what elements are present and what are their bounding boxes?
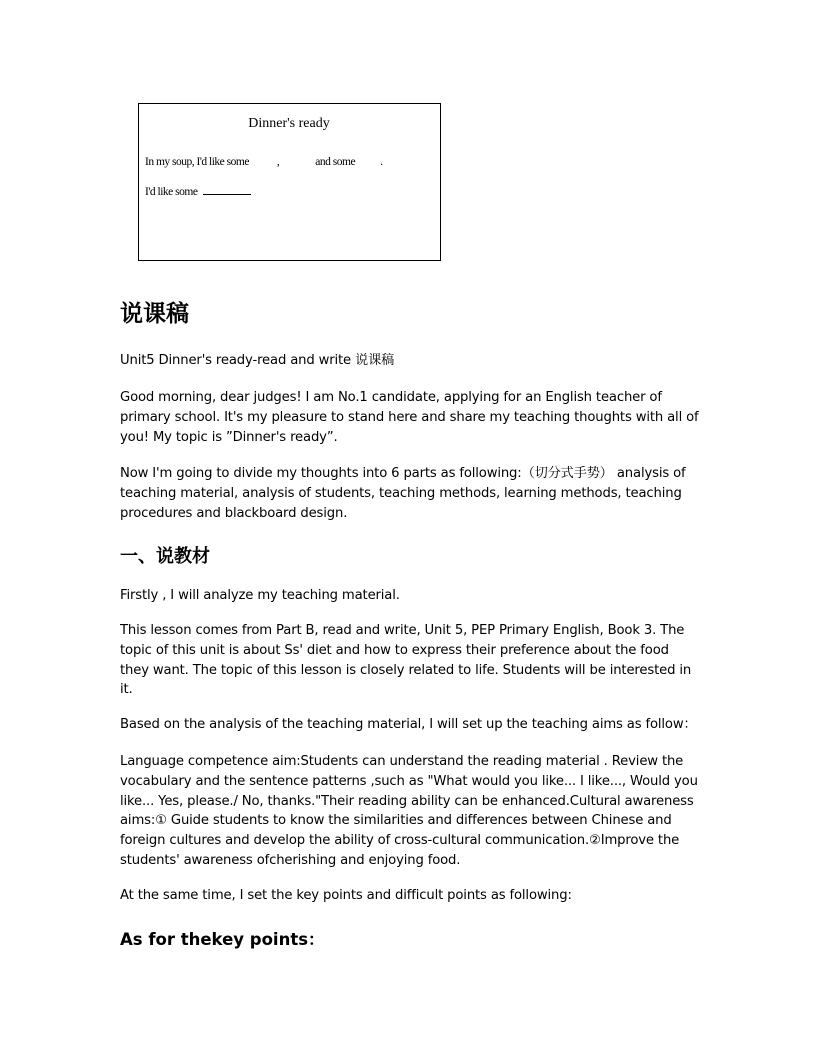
main-heading: 说课稿 [120,301,189,327]
worksheet-figure [138,103,441,261]
firstly-paragraph: Firstly , I will analyze my teaching material. [120,588,400,603]
key-intro-paragraph: At the same time, I set the key points and difficult points as following: [120,888,572,903]
key-points-heading: As for thekey points： [120,930,325,949]
aims-paragraph: Language competence aim:Students can understand the reading material . Review the vocabulary and the sentence patterns ,such as "What would you like... I like..., Would you like... Yes, please./ No, thanks."Their reading ability can be enhanced.Cultural awareness aims:① Guide students to know the similarities and differences between Chinese and foreign cultures and develop the ability of cross-cultural communication.②Improve the students' awareness ofcherishing and enjoying food. [120,754,698,868]
figure-line-2-text: I'd like some [145,186,198,198]
parts-paragraph: Now I'm going to divide my thoughts into 6 parts as following:（切分式手势） analysis of teaching material, analysis of students, teaching methods, learning methods, teaching procedures and blackboard design. [120,466,686,521]
intro-paragraph: Good morning, dear judges! I am No.1 candidate, applying for an English teacher of primary school. It's my pleasure to stand here and share my teaching thoughts with all of you! My topic is ”Dinner's ready”. [120,390,699,445]
section-heading-teaching-material: 一、说教材 [120,546,210,567]
figure-line-1 [145,156,382,168]
subtitle: Unit5 Dinner's ready-read and write 说课稿 [120,353,395,368]
figure-line-1-start: In my soup, I'd like some [145,156,249,168]
lesson-paragraph: This lesson comes from Part B, read and write, Unit 5, PEP Primary English, Book 3. The topic of this unit is about Ss' diet and how to express their preference about the food they want. The topic of this lesson is closely related to life. Students will be interested in it. [120,623,692,698]
aims-intro-paragraph: Based on the analysis of the teaching material, I will set up the teaching aims as follow： [120,717,697,732]
figure-comma: , [276,156,280,168]
figure-period: . [380,156,383,168]
figure-title: Dinner's ready [248,116,330,131]
figure-line-2 [145,184,251,198]
figure-line-1-mid: and some [315,156,356,168]
answer-blank [203,184,251,195]
